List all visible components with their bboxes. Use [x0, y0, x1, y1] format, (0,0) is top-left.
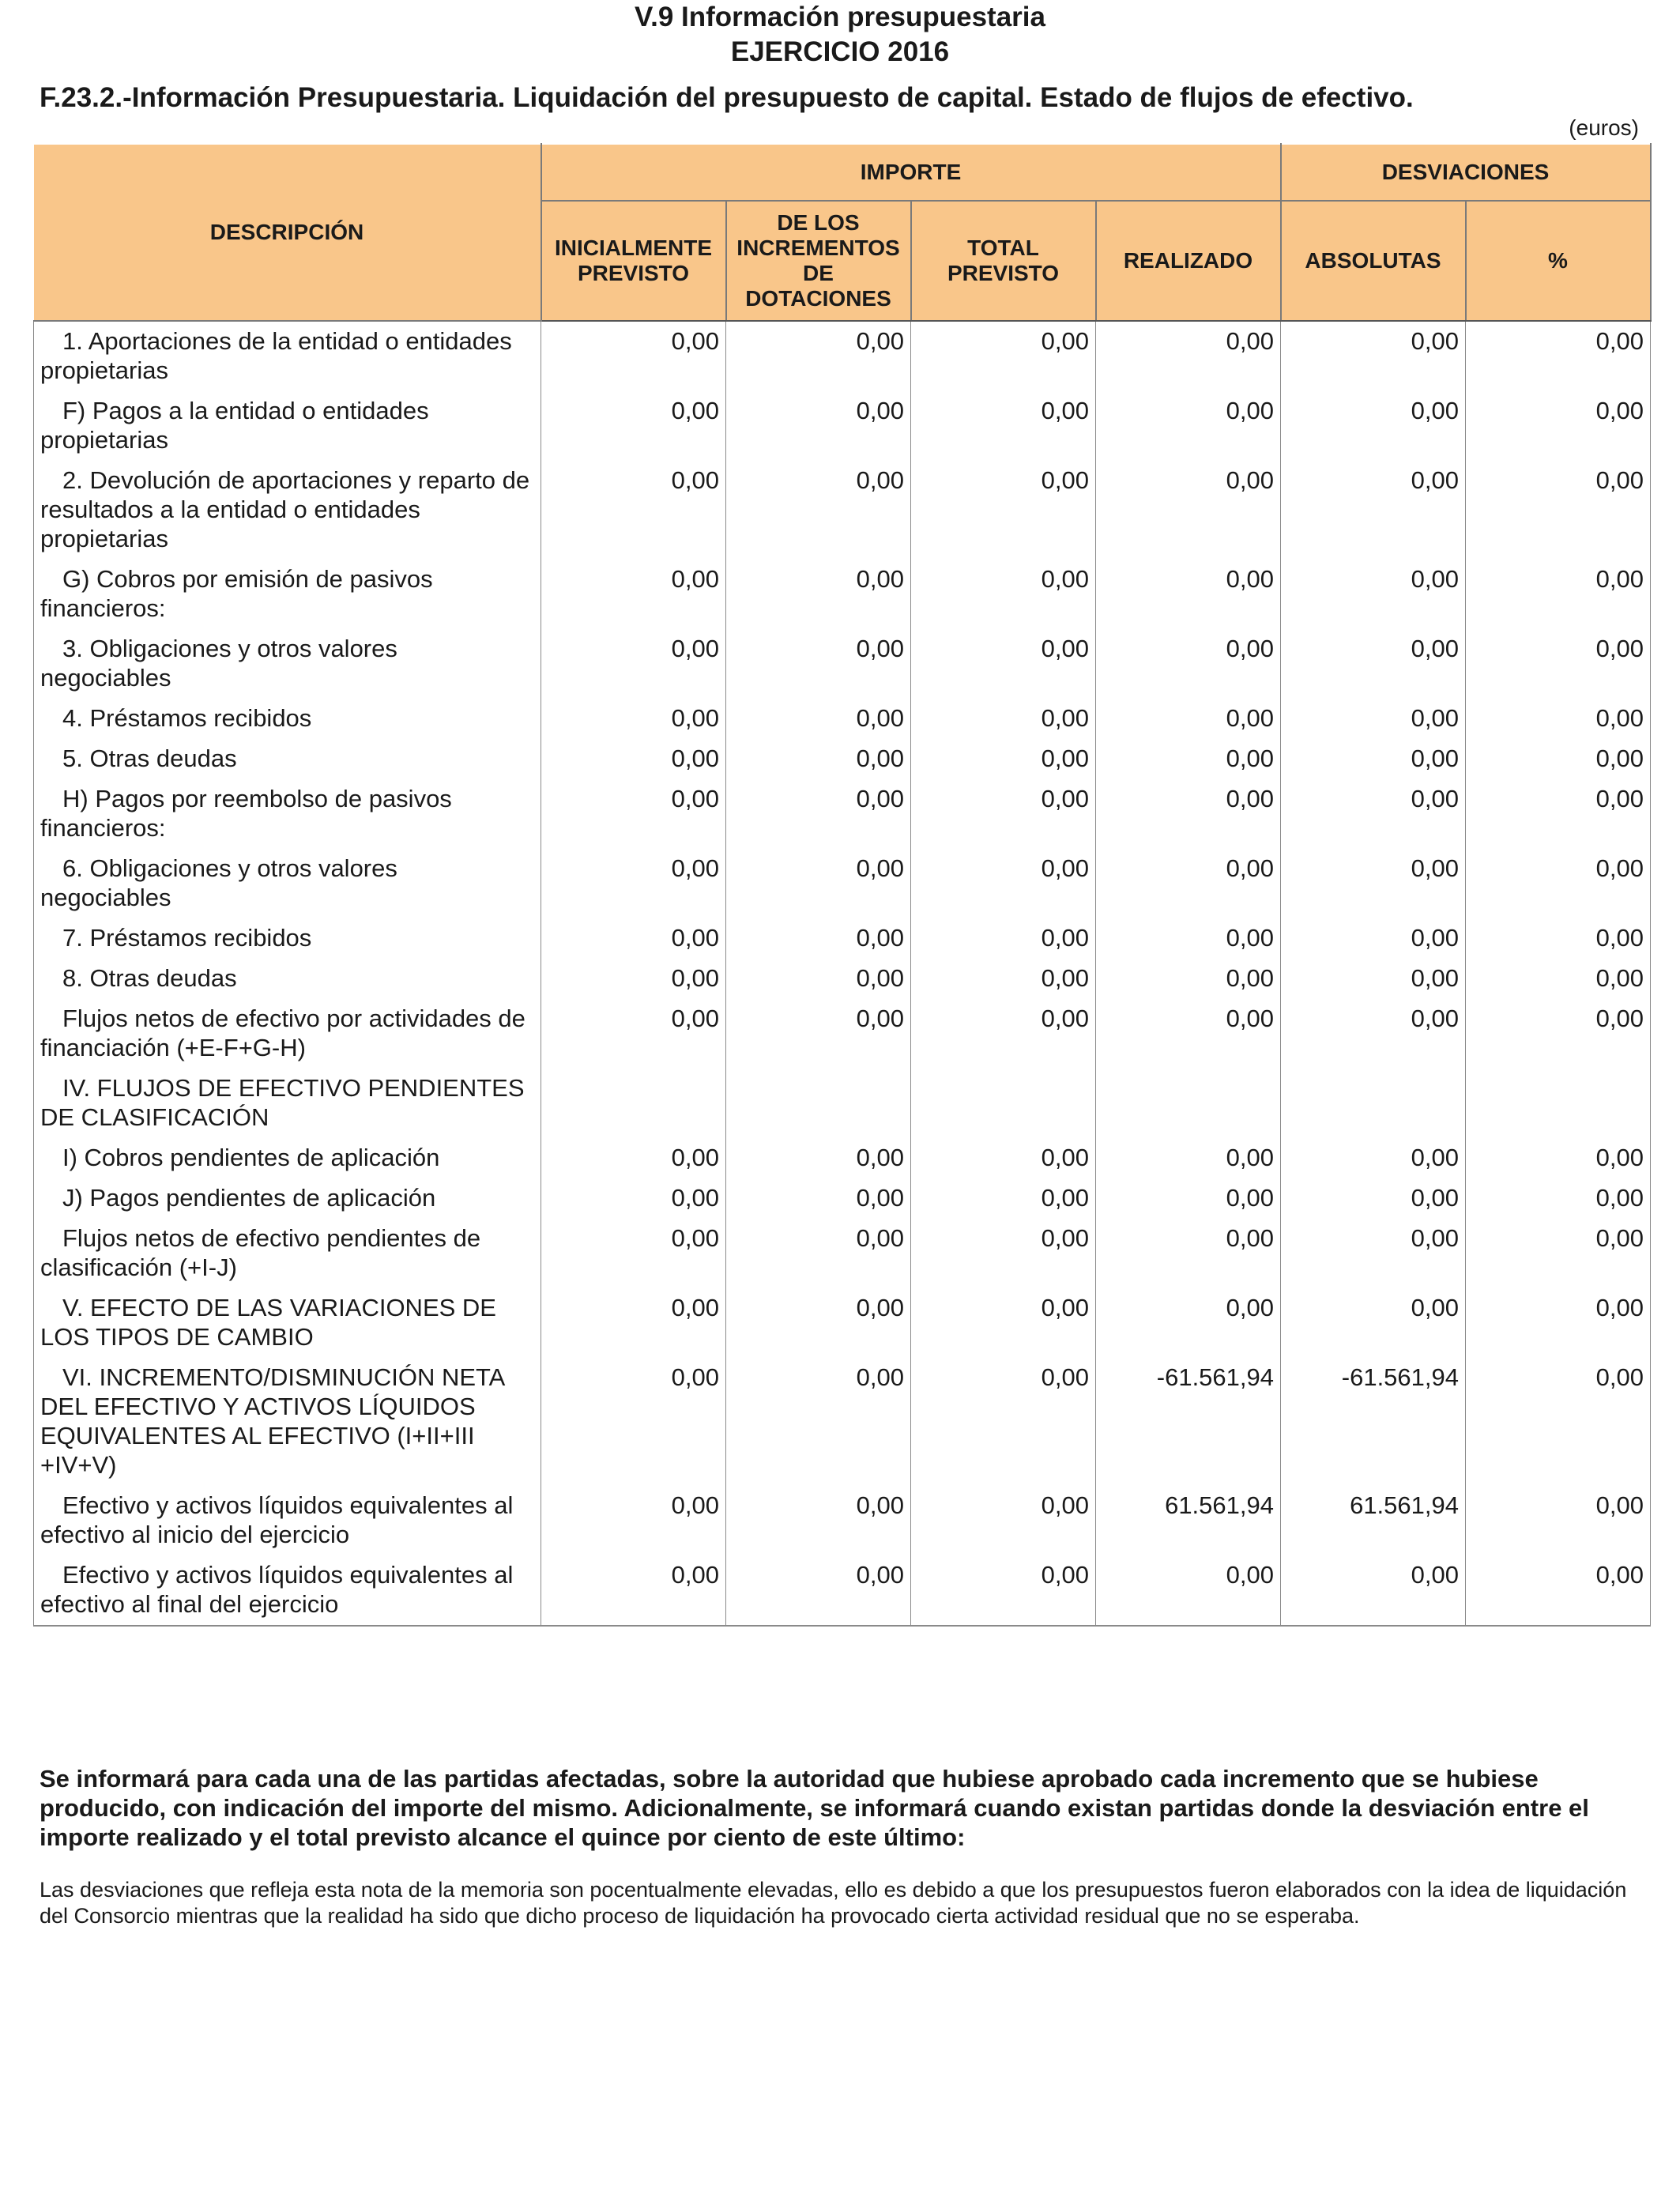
row-value: -61.561,94 — [1281, 1358, 1466, 1486]
row-value: 0,00 — [1096, 849, 1281, 918]
row-value: 0,00 — [1466, 918, 1651, 959]
table-body — [34, 321, 1651, 1626]
disclosure-comment: Las desviaciones que refleja esta nota de la memoria son pocentualmente elevadas, ello es debido a que los presupuestos fueron elaborados con la idea de liquidación del Consorcio mientras que la realidad ha sido que dicho proceso de liquidación ha provocado cierta actividad residual que no se esperaba. — [40, 1878, 1627, 1928]
row-value: 0,00 — [1096, 629, 1281, 699]
row-value: 0,00 — [1466, 999, 1651, 1069]
row-value: 0,00 — [726, 999, 911, 1069]
row-value: 0,00 — [911, 1178, 1096, 1219]
row-value: 0,00 — [541, 699, 726, 739]
row-value: 0,00 — [541, 629, 726, 699]
row-value: 0,00 — [1466, 1555, 1651, 1626]
row-value: 0,00 — [1466, 1178, 1651, 1219]
row-label: IV. FLUJOS DE EFECTIVO PENDIENTES DE CLASIFICACIÓN — [34, 1069, 541, 1138]
row-value: 0,00 — [1096, 959, 1281, 999]
row-value: 0,00 — [726, 918, 911, 959]
row-label: 6. Obligaciones y otros valores negociables — [34, 849, 541, 918]
table-row — [34, 629, 1651, 699]
row-value: -61.561,94 — [1096, 1358, 1281, 1486]
row-value: 0,00 — [911, 321, 1096, 391]
row-label: H) Pagos por reembolso de pasivos financieros: — [34, 779, 541, 849]
row-value: 0,00 — [911, 1555, 1096, 1626]
row-value: 0,00 — [541, 1138, 726, 1178]
table-row — [34, 1138, 1651, 1178]
table-row — [34, 1069, 1651, 1138]
row-value: 0,00 — [541, 1178, 726, 1219]
row-value: 0,00 — [1281, 391, 1466, 461]
row-value: 0,00 — [726, 629, 911, 699]
table-row — [34, 918, 1651, 959]
table-row — [34, 739, 1651, 779]
row-value: 0,00 — [911, 699, 1096, 739]
row-label: Flujos netos de efectivo pendientes de clasificación (+I-J) — [34, 1219, 541, 1288]
table-row — [34, 560, 1651, 629]
table-row — [34, 1555, 1651, 1626]
row-label: 3. Obligaciones y otros valores negociables — [34, 629, 541, 699]
row-value: 0,00 — [726, 739, 911, 779]
row-label: I) Cobros pendientes de aplicación — [34, 1138, 541, 1178]
row-value: 0,00 — [1466, 1138, 1651, 1178]
row-value: 0,00 — [726, 1138, 911, 1178]
row-value: 0,00 — [911, 739, 1096, 779]
table-row — [34, 1358, 1651, 1486]
row-value: 0,00 — [1466, 849, 1651, 918]
row-value: 0,00 — [1096, 918, 1281, 959]
row-value: 0,00 — [911, 1288, 1096, 1358]
row-value: 0,00 — [1466, 1288, 1651, 1358]
header-description: DESCRIPCIÓN — [34, 144, 541, 321]
row-value: 0,00 — [1281, 629, 1466, 699]
table-row — [34, 1219, 1651, 1288]
row-value: 0,00 — [1466, 1486, 1651, 1555]
row-label: F) Pagos a la entidad o entidades propietarias — [34, 391, 541, 461]
row-value: 0,00 — [1096, 461, 1281, 560]
row-value: 0,00 — [1096, 779, 1281, 849]
row-value: 0,00 — [911, 999, 1096, 1069]
row-value: 0,00 — [911, 1138, 1096, 1178]
row-value: 0,00 — [1281, 999, 1466, 1069]
table-row — [34, 321, 1651, 391]
row-value: 0,00 — [911, 1358, 1096, 1486]
header-realizado: REALIZADO — [1096, 201, 1281, 321]
row-label: 7. Préstamos recibidos — [34, 918, 541, 959]
header-importe: IMPORTE — [541, 144, 1281, 201]
row-label: VI. INCREMENTO/DISMINUCIÓN NETA DEL EFECTIVO Y ACTIVOS LÍQUIDOS EQUIVALENTES AL EFECTIVO (I+II+III +IV+V) — [34, 1358, 541, 1486]
row-value: 0,00 — [1281, 1555, 1466, 1626]
table-row — [34, 461, 1651, 560]
currency-units: (euros) — [1569, 115, 1639, 140]
row-value: 0,00 — [541, 1486, 726, 1555]
row-value: 0,00 — [1281, 959, 1466, 999]
row-value: 0,00 — [541, 779, 726, 849]
row-value: 0,00 — [541, 560, 726, 629]
row-value: 0,00 — [1096, 739, 1281, 779]
row-value: 0,00 — [726, 1178, 911, 1219]
row-value: 0,00 — [1466, 321, 1651, 391]
row-value: 0,00 — [541, 959, 726, 999]
row-value: 0,00 — [541, 1219, 726, 1288]
row-value: 0,00 — [1281, 461, 1466, 560]
header-percent: % — [1466, 201, 1651, 321]
row-value: 0,00 — [541, 999, 726, 1069]
row-value — [541, 1069, 726, 1138]
row-value: 0,00 — [1096, 1138, 1281, 1178]
row-value: 0,00 — [1466, 461, 1651, 560]
row-value: 0,00 — [1466, 959, 1651, 999]
row-value: 0,00 — [1096, 999, 1281, 1069]
row-value: 0,00 — [1466, 1219, 1651, 1288]
row-value: 0,00 — [726, 779, 911, 849]
row-value: 0,00 — [726, 1358, 911, 1486]
row-value — [1466, 1069, 1651, 1138]
disclosure-instruction: Se informará para cada una de las partidas afectadas, sobre la autoridad que hubiese aprobado cada incremento que se hubiese producido, con indicación del importe del mismo. Adicionalmente, se informará cuando existan partidas donde la desviación entre el importe realizado y el total previsto alcance el quince por ciento de este último: — [40, 1765, 1589, 1851]
row-value: 0,00 — [1281, 1178, 1466, 1219]
table-row — [34, 1486, 1651, 1555]
row-value: 0,00 — [1281, 779, 1466, 849]
table-row — [34, 959, 1651, 999]
row-value: 0,00 — [1096, 1288, 1281, 1358]
row-label: Flujos netos de efectivo por actividades de financiación (+E-F+G-H) — [34, 999, 541, 1069]
row-value: 0,00 — [726, 849, 911, 918]
row-value: 0,00 — [911, 1219, 1096, 1288]
row-value: 0,00 — [1096, 321, 1281, 391]
row-value: 0,00 — [541, 321, 726, 391]
row-value: 0,00 — [1096, 560, 1281, 629]
row-label: 1. Aportaciones de la entidad o entidades propietarias — [34, 321, 541, 391]
row-value: 0,00 — [726, 461, 911, 560]
row-value: 0,00 — [1281, 699, 1466, 739]
row-value: 0,00 — [726, 1288, 911, 1358]
row-value: 0,00 — [726, 321, 911, 391]
header-inicialmente-previsto: INICIALMENTE PREVISTO — [541, 201, 726, 321]
row-value: 0,00 — [726, 959, 911, 999]
row-value: 0,00 — [1281, 1288, 1466, 1358]
row-value: 0,00 — [1466, 391, 1651, 461]
header-desviaciones: DESVIACIONES — [1281, 144, 1651, 201]
table-subtitle: F.23.2.-Información Presupuestaria. Liquidación del presupuesto de capital. Estado de flujos de efectivo. — [40, 82, 1414, 113]
table-row — [34, 391, 1651, 461]
header-incrementos-dotaciones: DE LOS INCREMENTOS DE DOTACIONES — [726, 201, 911, 321]
row-value — [1096, 1069, 1281, 1138]
row-value: 0,00 — [726, 391, 911, 461]
row-label: J) Pagos pendientes de aplicación — [34, 1178, 541, 1219]
row-value: 0,00 — [911, 461, 1096, 560]
row-label: 5. Otras deudas — [34, 739, 541, 779]
row-value: 0,00 — [1096, 1178, 1281, 1219]
table-row — [34, 849, 1651, 918]
table-row — [34, 779, 1651, 849]
row-value — [726, 1069, 911, 1138]
row-value: 0,00 — [911, 391, 1096, 461]
row-value: 0,00 — [541, 918, 726, 959]
row-value: 0,00 — [726, 560, 911, 629]
row-label: G) Cobros por emisión de pasivos financieros: — [34, 560, 541, 629]
row-value: 0,00 — [1466, 699, 1651, 739]
row-value: 0,00 — [1281, 560, 1466, 629]
row-value: 0,00 — [541, 739, 726, 779]
row-value: 0,00 — [541, 461, 726, 560]
row-value: 0,00 — [911, 779, 1096, 849]
row-value: 61.561,94 — [1281, 1486, 1466, 1555]
row-value: 0,00 — [726, 1486, 911, 1555]
row-value: 0,00 — [1096, 1219, 1281, 1288]
row-value: 0,00 — [1466, 560, 1651, 629]
row-value: 0,00 — [541, 849, 726, 918]
row-value: 0,00 — [1096, 391, 1281, 461]
row-value: 0,00 — [726, 699, 911, 739]
row-label: Efectivo y activos líquidos equivalentes al efectivo al inicio del ejercicio — [34, 1486, 541, 1555]
row-value: 0,00 — [911, 959, 1096, 999]
row-label: 8. Otras deudas — [34, 959, 541, 999]
table-row — [34, 1178, 1651, 1219]
row-value: 0,00 — [541, 391, 726, 461]
row-label: Efectivo y activos líquidos equivalentes al efectivo al final del ejercicio — [34, 1555, 541, 1626]
row-value: 0,00 — [911, 1486, 1096, 1555]
row-value: 0,00 — [726, 1219, 911, 1288]
row-value: 0,00 — [911, 560, 1096, 629]
row-value — [911, 1069, 1096, 1138]
row-value: 0,00 — [1281, 321, 1466, 391]
cash-flow-table — [33, 143, 1652, 1627]
row-value: 0,00 — [1466, 739, 1651, 779]
row-value: 0,00 — [541, 1288, 726, 1358]
document-title: V.9 Información presupuestaria — [635, 2, 1045, 32]
row-value: 0,00 — [911, 849, 1096, 918]
row-label: 4. Préstamos recibidos — [34, 699, 541, 739]
row-value: 0,00 — [726, 1555, 911, 1626]
row-value: 0,00 — [541, 1555, 726, 1626]
header-absolutas: ABSOLUTAS — [1281, 201, 1466, 321]
fiscal-year: EJERCICIO 2016 — [730, 36, 950, 67]
row-value: 0,00 — [911, 918, 1096, 959]
row-value: 0,00 — [1096, 699, 1281, 739]
row-label: 2. Devolución de aportaciones y reparto de resultados a la entidad o entidades propietarias — [34, 461, 541, 560]
row-value: 0,00 — [1466, 779, 1651, 849]
row-value: 0,00 — [1281, 1138, 1466, 1178]
table-row — [34, 699, 1651, 739]
header-total-previsto: TOTAL PREVISTO — [911, 201, 1096, 321]
table-row — [34, 1288, 1651, 1358]
row-value: 0,00 — [1096, 1555, 1281, 1626]
table-row — [34, 999, 1651, 1069]
row-value: 0,00 — [1281, 849, 1466, 918]
row-value: 0,00 — [1281, 739, 1466, 779]
row-value — [1281, 1069, 1466, 1138]
row-value: 0,00 — [1466, 1358, 1651, 1486]
row-value: 0,00 — [1466, 629, 1651, 699]
row-value: 0,00 — [1281, 1219, 1466, 1288]
row-value: 61.561,94 — [1096, 1486, 1281, 1555]
row-value: 0,00 — [911, 629, 1096, 699]
row-value: 0,00 — [1281, 918, 1466, 959]
row-value: 0,00 — [541, 1358, 726, 1486]
row-label: V. EFECTO DE LAS VARIACIONES DE LOS TIPOS DE CAMBIO — [34, 1288, 541, 1358]
